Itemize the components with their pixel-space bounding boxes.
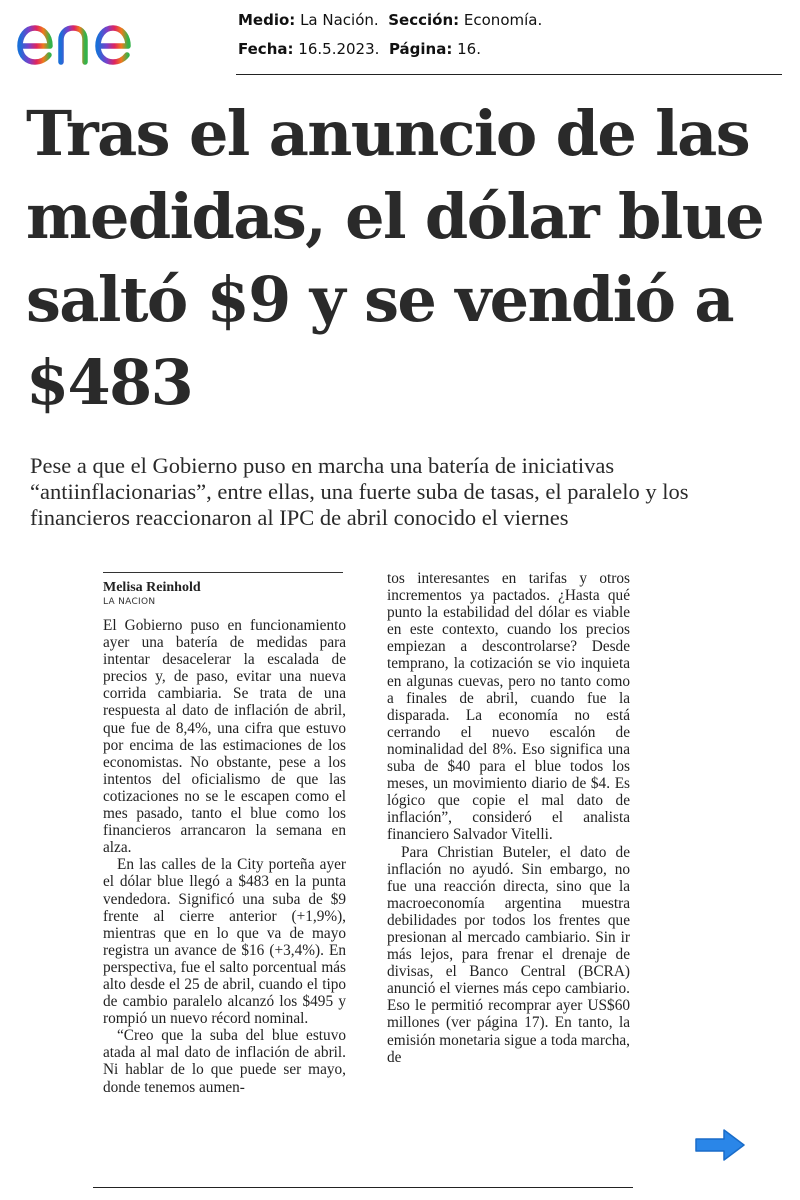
- paragraph: tos interesantes en tarifas y otros incrementos ya pactados. ¿Hasta qué punto la estabilidad del dólar es viable en este contexto, cuando los precios empiezan a descontrolarse? Desde temprano, la cotización se vio inquieta en algunas cuevas, pero no tanto como a finales de abril, cuando fue la disparada. La economía no está cerrando el nuevo escalón de nominalidad del 8%. Eso significa una suba de $40 para el blue todos los meses, un movimiento diario de $4. Es lógico que copie el mal dato de inflación”, consideró el analista financiero Salvador Vitelli.: [387, 570, 630, 844]
- fecha-label: Fecha:: [238, 40, 294, 58]
- medio-label: Medio:: [238, 11, 296, 29]
- meta-line-2: [238, 35, 542, 64]
- medio-value: La Nación.: [300, 11, 379, 29]
- article-column-right: [387, 570, 630, 1066]
- pagina-label: Página:: [388, 40, 453, 58]
- author-name: Melisa Reinhold: [103, 580, 201, 595]
- article-subhead: Pese a que el Gobierno puso en marcha una batería de iniciativas “antiinflacionarias”, entre ellas, una fuerte suba de tasas, el paralelo y los financieros reaccionaron al IPC de abril conocido el viernes: [30, 453, 689, 530]
- author-outlet: LA NACION: [103, 597, 156, 607]
- seccion-label: Sección:: [388, 11, 460, 29]
- fecha-value: 16.5.2023.: [298, 40, 380, 58]
- meta-line-1: [238, 6, 542, 35]
- paragraph: “Creo que la suba del blue estuvo atada al mal dato de inflación de abril. Ni hablar de lo que puede ser mayo, donde tenemos aumen-: [103, 1027, 346, 1096]
- pagina-value: 16.: [457, 40, 481, 58]
- article-headline: Tras el anuncio de las medidas, el dólar blue saltó $9 y se vendió a $483: [26, 97, 764, 419]
- header-divider: [236, 74, 782, 75]
- seccion-value: Economía.: [463, 11, 543, 29]
- enel-logo: [16, 6, 186, 68]
- clipping-metadata: [238, 6, 542, 64]
- footer-divider: [93, 1187, 633, 1188]
- right-arrow-icon[interactable]: [694, 1128, 746, 1162]
- paragraph: Para Christian Buteler, el dato de inflación no ayudó. Sin embargo, no fue una reacción directa, sino que la macroeconomía argentina muestra debilidades por todos los frentes que presionan al mercado cambiario. Sin ir más lejos, para frenar el drenaje de divisas, el Banco Central (BCRA) anunció el viernes más cepo cambiario. Eso le permitió recomprar ayer US$60 millones (ver página 17). En tanto, la emisión monetaria sigue a toda marcha, de: [387, 843, 630, 1066]
- paragraph: En las calles de la City porteña ayer el dólar blue llegó a $483 en la punta vendedora. Significó una suba de $9 frente al cierre anterior (+1,9%), mientras que en lo que va de mayo registra un avance de $16 (+3,4%). En perspectiva, fue el salto porcentual más alto desde el 25 de abril, cuando el tipo de cambio paralelo alcanzó los $495 y rompió un nuevo récord nominal.: [103, 856, 346, 1028]
- paragraph: El Gobierno puso en funcionamiento ayer una batería de medidas para intentar desacelerar la escalada de precios y, de paso, evitar una nueva corrida cambiaria. Se trata de una respuesta al dato de inflación de abril, que fue de 8,4%, una cifra que estuvo por encima de las estimaciones de los economistas. No obstante, pese a los intentos del oficialismo de que las cotizaciones no se le escapen como el mes pasado, tanto el blue como los financieros arrancaron la semana en alza.: [103, 617, 346, 857]
- article-column-left: [103, 572, 346, 1096]
- clipping-header: [0, 0, 800, 76]
